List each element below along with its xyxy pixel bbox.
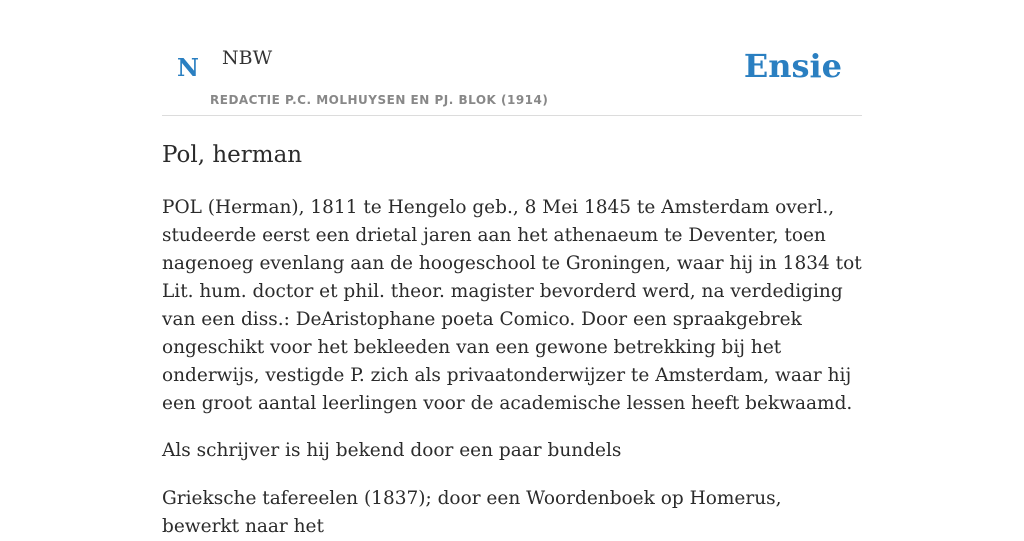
site-header — [162, 0, 862, 116]
source-editors: REDACTIE P.C. MOLHUYSEN EN PJ. BLOK (1914) — [210, 93, 549, 107]
source-abbreviation[interactable]: NBW — [222, 47, 273, 69]
article-title: Pol, herman — [162, 142, 303, 168]
article-paragraph: POL (Herman), 1811 te Hengelo geb., 8 Mei 1845 te Amsterdam overl., studeerde eerst een drietal jaren aan het athenaeum te Deventer, toen nagenoeg evenlang aan de hoogeschool te Groningen, waar hij in 1834 tot Lit. hum. doctor et phil. theor. magister bevorderd werd, na verdediging van een diss.: DeAristophane poeta Comico. Door een spraakgebrek ongeschikt voor het bekleeden van een gewone betrekking bij het onderwijs, vestigde P. zich als privaatonderwijzer te Amsterdam, waar hij een groot aantal leerlingen voor de academische lessen heeft bekwaamd. — [162, 196, 862, 414]
article-paragraph: Als schrijver is hij bekend door een paar bundels — [162, 439, 622, 461]
source-logo[interactable]: N — [177, 53, 199, 82]
brand-logo-link[interactable]: Ensie — [743, 47, 842, 85]
page — [162, 0, 862, 541]
article-paragraph: Grieksche tafereelen (1837); door een Woordenboek op Homerus, bewerkt naar het — [162, 487, 782, 537]
